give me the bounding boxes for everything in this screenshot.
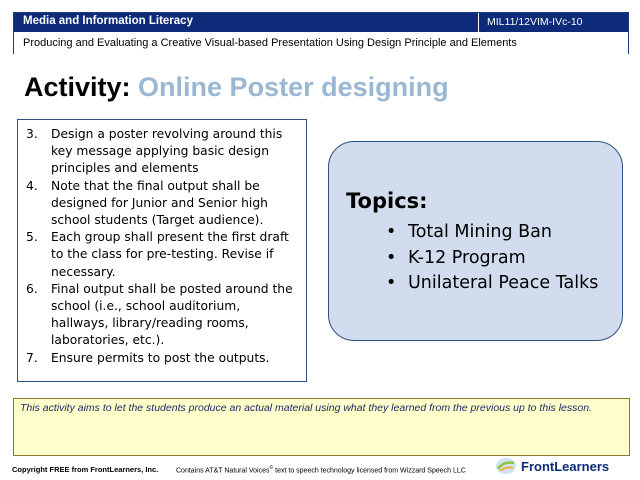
- topic-item: [386, 220, 598, 246]
- instruction-text: Ensure permits to post the outputs.: [51, 350, 270, 365]
- instruction-item: [18, 229, 306, 281]
- topic-item: [386, 246, 598, 272]
- topic-label: K-12 Program: [408, 247, 526, 268]
- bullet-icon: •: [386, 222, 397, 242]
- footer-copyright: Copyright FREE from FrontLearners, Inc.: [12, 465, 159, 474]
- course-title: Media and Information Literacy: [23, 15, 193, 27]
- logo-icon: [495, 457, 517, 475]
- topic-label: Unilateral Peace Talks: [408, 273, 599, 293]
- instruction-text: Final output shall be posted around the school (i.e., school auditorium, hallways, library/reading rooms, laboratories, etc.).: [51, 281, 293, 348]
- bullet-icon: •: [386, 247, 397, 268]
- slide-header: [13, 12, 629, 54]
- topic-item: [386, 271, 598, 297]
- instruction-number: 3.: [26, 127, 38, 141]
- activity-title: Online Poster designing: [138, 72, 449, 102]
- instruction-number: 5.: [26, 230, 38, 245]
- logo-text: FrontLearners: [521, 459, 610, 474]
- instruction-number: 7.: [26, 350, 38, 365]
- instruction-item: [18, 350, 306, 367]
- bullet-icon: •: [386, 273, 397, 293]
- instruction-number: 4.: [26, 178, 38, 193]
- instruction-text: Each group shall present the first draft to the class for pre-testing. Revise if necessary.: [51, 230, 289, 279]
- lesson-subtitle: Producing and Evaluating a Creative Visual-based Presentation Using Design Principle and Elements: [14, 32, 628, 54]
- license-text-start: Contains AT&T Natural Voices: [176, 467, 270, 475]
- instruction-item: [18, 126, 306, 178]
- header-top-bar: [14, 13, 628, 32]
- instructions-box: [17, 119, 307, 382]
- instruction-text: Note that the final output shall be designed for Junior and Senior high school students (Target audience).: [51, 178, 268, 228]
- topics-box: [328, 141, 623, 341]
- instruction-number: 6.: [26, 281, 38, 296]
- lesson-code: MIL11/12VIM-IVc-10: [478, 13, 628, 32]
- instruction-text: Design a poster revolving around this key message applying basic design principles and elements: [51, 127, 283, 176]
- activity-label: Activity:: [24, 72, 131, 102]
- activity-heading: [24, 72, 449, 103]
- topics-heading: Topics:: [346, 189, 428, 213]
- instruction-item: [18, 281, 306, 350]
- activity-note: This activity aims to let the students produce an actual material using what they learned from the previous up to this lesson.: [13, 398, 630, 456]
- topic-label: Total Mining Ban: [408, 222, 552, 242]
- instruction-item: [18, 178, 306, 230]
- instructions-list: [18, 126, 306, 367]
- frontlearners-logo: [495, 456, 635, 478]
- topics-list: [386, 220, 598, 297]
- footer-license: [176, 465, 466, 474]
- license-text-end: text to speech technology licensed from Wizzard Speech LLC: [273, 467, 466, 475]
- license-mark: ©: [269, 465, 274, 471]
